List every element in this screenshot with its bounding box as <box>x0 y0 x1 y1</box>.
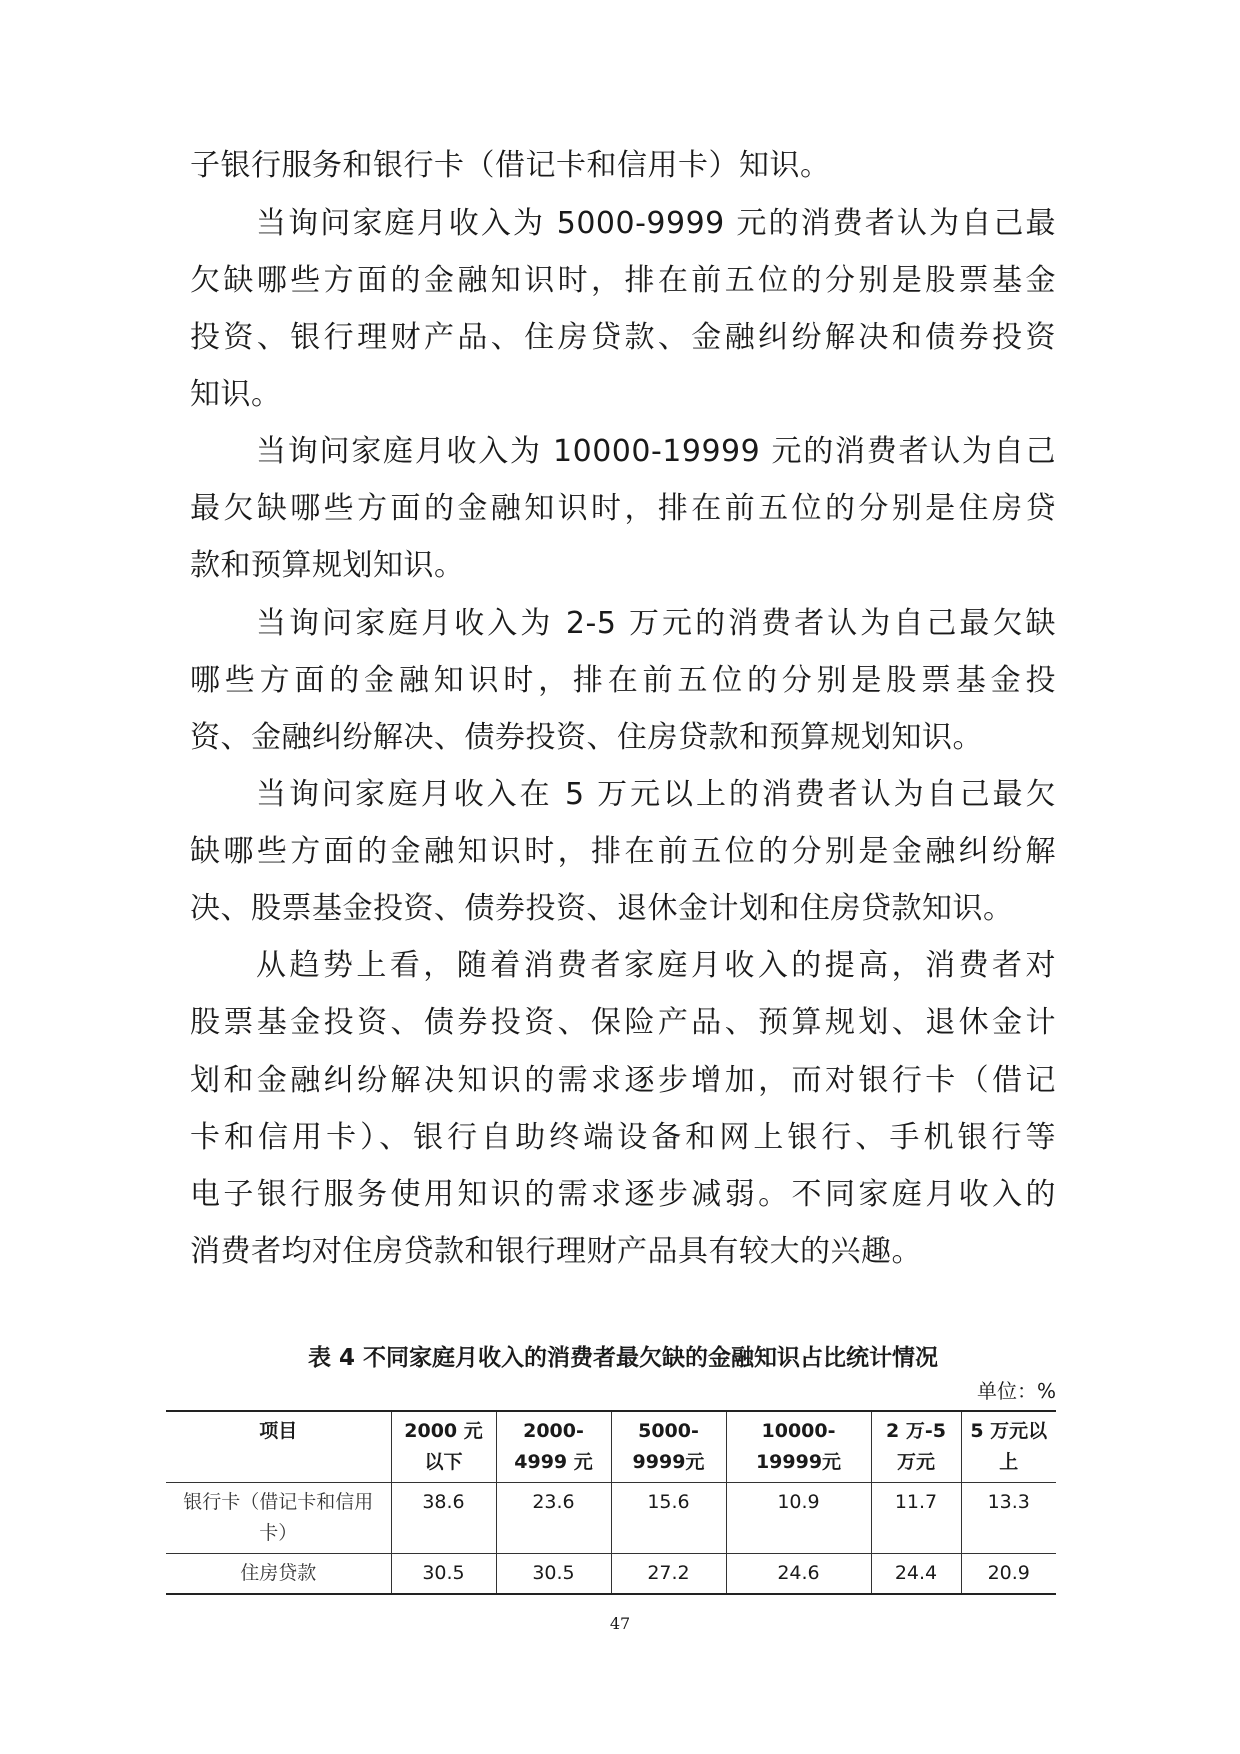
row-label: 住房贷款 <box>166 1554 391 1595</box>
table-cell: 20.9 <box>961 1554 1056 1595</box>
paragraph-line: 款和预算规划知识。 <box>190 548 465 583</box>
paragraph-line: 缺哪些方面的金融知识时，排在前五位的分别是金融纠纷解 <box>190 834 1056 869</box>
row-label: 银行卡（借记卡和信用卡） <box>166 1483 391 1554</box>
income-knowledge-table <box>166 1410 1056 1595</box>
table-cell: 38.6 <box>391 1483 496 1554</box>
table-cell: 10.9 <box>726 1483 871 1554</box>
table-cell: 27.2 <box>611 1554 726 1595</box>
column-header: 5000-9999元 <box>611 1411 726 1483</box>
paragraph-line: 电子银行服务使用知识的需求逐步减弱。不同家庭月收入的 <box>190 1177 1056 1212</box>
column-header: 项目 <box>166 1411 391 1483</box>
column-header: 2 万-5万元 <box>871 1411 961 1483</box>
paragraph-line: 当询问家庭月收入在 5 万元以上的消费者认为自己最欠 <box>256 777 1056 812</box>
paragraph-line: 卡和信用卡）、银行自助终端设备和网上银行、手机银行等 <box>190 1120 1056 1155</box>
table-cell: 24.4 <box>871 1554 961 1595</box>
column-header: 2000 元以下 <box>391 1411 496 1483</box>
paragraph-line: 最欠缺哪些方面的金融知识时，排在前五位的分别是住房贷 <box>190 491 1056 526</box>
paragraph-line: 子银行服务和银行卡（借记卡和信用卡）知识。 <box>190 148 831 183</box>
table-cell: 24.6 <box>726 1554 871 1595</box>
column-header: 5 万元以上 <box>961 1411 1056 1483</box>
table-cell: 23.6 <box>496 1483 611 1554</box>
paragraph-line: 当询问家庭月收入为 5000-9999 元的消费者认为自己最 <box>256 206 1056 241</box>
table-caption: 表 4 不同家庭月收入的消费者最欠缺的金融知识占比统计情况 <box>307 1345 939 1371</box>
paragraph-line: 投资、银行理财产品、住房贷款、金融纠纷解决和债券投资 <box>190 320 1056 355</box>
table-unit: 单位：% <box>976 1379 1056 1403</box>
table-cell: 30.5 <box>391 1554 496 1595</box>
paragraph-line: 当询问家庭月收入为 10000-19999 元的消费者认为自己 <box>256 434 1056 469</box>
table-row <box>166 1483 1056 1554</box>
table-cell: 30.5 <box>496 1554 611 1595</box>
table-cell: 13.3 <box>961 1483 1056 1554</box>
paragraph-line: 股票基金投资、债券投资、保险产品、预算规划、退休金计 <box>190 1005 1056 1040</box>
paragraph-line: 划和金融纠纷解决知识的需求逐步增加，而对银行卡（借记 <box>190 1063 1056 1098</box>
paragraph-line: 当询问家庭月收入为 2-5 万元的消费者认为自己最欠缺 <box>256 606 1056 641</box>
paragraph-line: 欠缺哪些方面的金融知识时，排在前五位的分别是股票基金 <box>190 263 1056 298</box>
paragraph-line: 知识。 <box>190 377 282 412</box>
paragraph-line: 哪些方面的金融知识时，排在前五位的分别是股票基金投 <box>190 663 1056 698</box>
table-cell: 15.6 <box>611 1483 726 1554</box>
page-number: 47 <box>609 1614 631 1633</box>
paragraph-line: 资、金融纠纷解决、债券投资、住房贷款和预算规划知识。 <box>190 720 983 755</box>
paragraph-line: 决、股票基金投资、债券投资、退休金计划和住房贷款知识。 <box>190 891 1014 926</box>
table-cell: 11.7 <box>871 1483 961 1554</box>
table-row <box>166 1554 1056 1595</box>
column-header: 2000-4999 元 <box>496 1411 611 1483</box>
table-header-row <box>166 1411 1056 1483</box>
column-header: 10000-19999元 <box>726 1411 871 1483</box>
paragraph-line: 消费者均对住房贷款和银行理财产品具有较大的兴趣。 <box>190 1234 922 1269</box>
paragraph-line: 从趋势上看，随着消费者家庭月收入的提高，消费者对 <box>256 948 1056 983</box>
